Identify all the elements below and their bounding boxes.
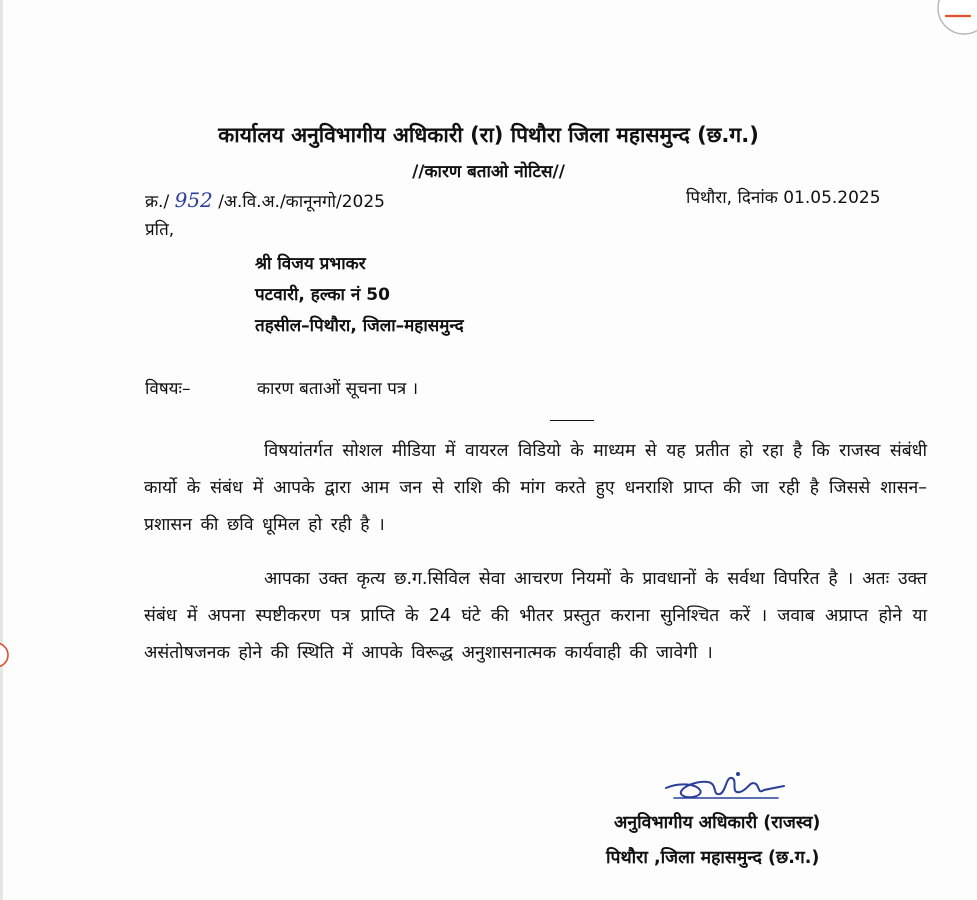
page-left-edge: [0, 0, 3, 900]
separator-dash: [550, 420, 594, 421]
side-handle-icon[interactable]: [0, 638, 12, 672]
date-line: पिथौरा, दिनांक 01.05.2025: [686, 188, 881, 208]
addressee-designation: पटवारी, हल्का नं 50: [255, 285, 390, 305]
subject-label: विषयः–: [145, 379, 191, 399]
notice-title: //कारण बताओ नोटिस//: [412, 162, 565, 182]
prati-label: प्रति,: [145, 220, 175, 240]
body-paragraph-2: आपका उक्त कृत्य छ.ग.सिविल सेवा आचरण नियमों के प्रावधानों के सर्वथा विपरित है । अतः उक्त संबंध में अपना स्पष्टीकरण पत्र प्राप्ति के 24 घंटे की भीतर प्रस्तुत कराना सुनिश्चित करें । जवाब अप्राप्त होने या असंतोषजनक होने की स्थिति में आपके विरूद्ध अनुशासनात्मक कार्यवाही की जावेगी ।: [144, 569, 927, 663]
body-paragraph-1: विषयांतर्गत सोशल मीडिया में वायरल विडियो के माध्यम से यह प्रतीत हो रहा है कि राजस्व संबंधी कार्यो के संबंध में आपके द्वारा आम जन से राशि की मांग करते हुए धनराशि प्राप्त की जा रही है जिससे शासन–प्रशासन की छवि धूमिल हो रही है ।: [144, 441, 927, 535]
signatory-location: पिथौरा ,जिला महासमुन्द (छ.ग.): [606, 848, 820, 868]
signatory-designation: अनुविभागीय अधिकारी (राजस्व): [614, 813, 821, 833]
addressee-address: तहसील–पिथौरा, जिला–महासमुन्द: [255, 316, 464, 336]
reference-number: [145, 190, 385, 211]
subject-text: कारण बताओं सूचना पत्र ।: [257, 379, 419, 399]
reference-suffix: /अ.वि.अ./कानूनगो/2025: [218, 192, 385, 212]
signature-scribble: [660, 768, 790, 808]
reference-prefix: क्र./: [145, 192, 170, 212]
office-heading: कार्यालय अनुविभागीय अधिकारी (रा) पिथौरा जिला महासमुन्द (छ.ग.): [218, 123, 759, 147]
edit-icon[interactable]: [930, 0, 977, 36]
handwritten-reference-number: 952: [174, 188, 213, 212]
addressee-name: श्री विजय प्रभाकर: [255, 254, 366, 274]
